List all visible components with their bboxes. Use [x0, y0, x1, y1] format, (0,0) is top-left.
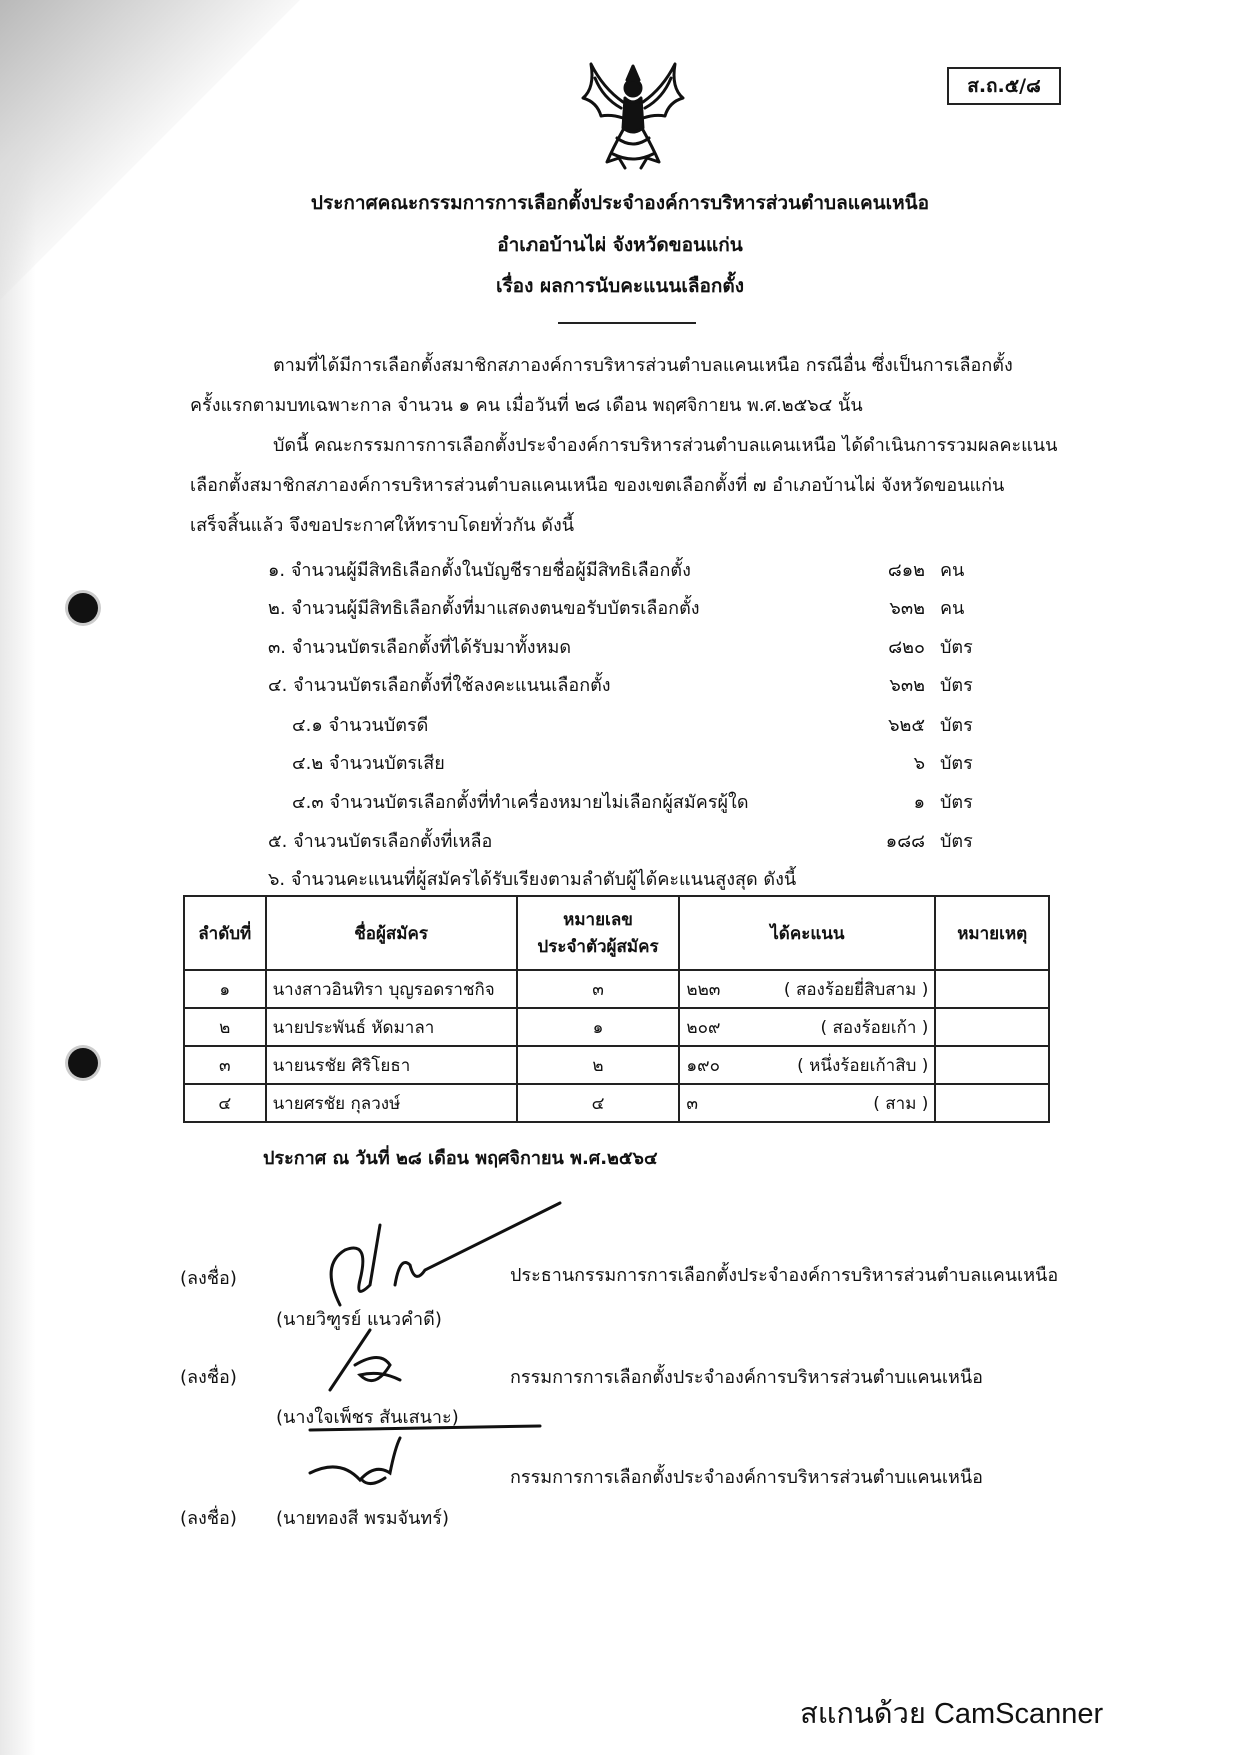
- signer-name: (นางใจเพ็ชร สันเสนาะ): [276, 1407, 459, 1428]
- cell-score: [679, 1084, 935, 1122]
- table-row: [184, 1084, 1049, 1122]
- score-words: ( หนึ่งร้อยเก้าสิบ ): [797, 1055, 929, 1076]
- stat-label: ๔. จำนวนบัตรเลือกตั้งที่ใช้ลงคะแนนเลือกตั้ง: [268, 675, 611, 696]
- sign-label: (ลงชื่อ): [180, 1508, 237, 1529]
- score-value: ๒๐๙: [686, 1017, 721, 1038]
- cell-rank: ๓: [184, 1046, 266, 1084]
- results-table: [183, 895, 1050, 1123]
- sign-label: (ลงชื่อ): [180, 1367, 237, 1388]
- sign-label: (ลงชื่อ): [180, 1268, 237, 1289]
- header-rank: ลำดับที่: [184, 896, 266, 970]
- document-number-box: ส.ถ.๕/๘: [947, 67, 1061, 105]
- stat-unit: บัตร: [940, 792, 973, 813]
- announcement-date: ประกาศ ณ วันที่ ๒๘ เดือน พฤศจิกายน พ.ศ.๒๕๖๔: [263, 1148, 658, 1169]
- body-paragraph-2-line-2: เลือกตั้งสมาชิกสภาองค์การบริหารส่วนตำบลแคนเหนือ ของเขตเลือกตั้งที่ ๗ อำเภอบ้านไผ่ จังหวัดขอนแก่น: [190, 475, 1005, 496]
- table-row: [184, 1046, 1049, 1084]
- header-district: อำเภอบ้านไผ่ จังหวัดขอนแก่น: [497, 234, 743, 256]
- stat-value: ๖๓๒: [889, 598, 925, 619]
- item-6-heading: ๖. จำนวนคะแนนที่ผู้สมัครได้รับเรียงตามลำดับผู้ได้คะแนนสูงสุด ดังนี้: [268, 869, 797, 890]
- score-value: ๑๙๐: [686, 1055, 720, 1076]
- garuda-emblem-icon: [572, 58, 694, 174]
- cell-number: ๔: [517, 1084, 680, 1122]
- body-paragraph-2-line-1: บัดนี้ คณะกรรมการการเลือกตั้งประจำองค์การบริหารส่วนตำบลแคนเหนือ ได้ดำเนินการรวมผลคะแนน: [273, 435, 1058, 456]
- cell-remark: [935, 1008, 1049, 1046]
- stat-value: ๑๘๘: [885, 831, 925, 852]
- stat-label: ๒. จำนวนผู้มีสิทธิเลือกตั้งที่มาแสดงตนขอรับบัตรเลือกตั้ง: [268, 598, 700, 619]
- cell-number: ๓: [517, 970, 680, 1008]
- score-words: ( สองร้อยยี่สิบสาม ): [783, 979, 929, 1000]
- table-header-row: [184, 896, 1049, 970]
- signature-scribble-icon: [320, 1320, 430, 1400]
- header-title: ประกาศคณะกรรมการการเลือกตั้งประจำองค์การบริหารส่วนตำบลแคนเหนือ: [310, 192, 930, 214]
- stat-unit: คน: [940, 598, 965, 619]
- stat-label: ๔.๓ จำนวนบัตรเลือกตั้งที่ทำเครื่องหมายไม่เลือกผู้สมัครผู้ใด: [292, 792, 749, 813]
- cell-number: ๒: [517, 1046, 680, 1084]
- header-number-line-1: หมายเลข: [563, 910, 633, 930]
- header-divider: [558, 322, 696, 324]
- stat-label: ๕. จำนวนบัตรเลือกตั้งที่เหลือ: [268, 831, 493, 852]
- header-subject: เรื่อง ผลการนับคะแนนเลือกตั้ง: [495, 275, 744, 297]
- cell-number: ๑: [517, 1008, 680, 1046]
- stat-unit: บัตร: [940, 715, 973, 736]
- stat-label: ๑. จำนวนผู้มีสิทธิเลือกตั้งในบัญชีรายชื่อผู้มีสิทธิเลือกตั้ง: [268, 560, 691, 581]
- body-paragraph-1-line-2: ครั้งแรกตามบทเฉพาะกาล จำนวน ๑ คน เมื่อวันที่ ๒๘ เดือน พฤศจิกายน พ.ศ.๒๕๖๔ นั้น: [190, 395, 863, 416]
- stat-unit: บัตร: [940, 831, 973, 852]
- cell-remark: [935, 1084, 1049, 1122]
- header-remark: หมายเหตุ: [935, 896, 1049, 970]
- scanner-watermark: สแกนด้วย CamScanner: [800, 1698, 1104, 1730]
- cell-rank: ๑: [184, 970, 266, 1008]
- table-row: [184, 970, 1049, 1008]
- header-number: [517, 896, 680, 970]
- cell-name: นายนรชัย ศิริโยธา: [266, 1046, 517, 1084]
- stat-label: ๔.๒ จำนวนบัตรเสีย: [292, 753, 445, 774]
- score-words: ( สาม ): [873, 1093, 929, 1114]
- cell-name: นายศรชัย กุลวงษ์: [266, 1084, 517, 1122]
- cell-score: [679, 970, 935, 1008]
- signer-position: ประธานกรรมการการเลือกตั้งประจำองค์การบริหารส่วนตำบลแคนเหนือ: [510, 1265, 1059, 1286]
- stat-unit: บัตร: [940, 637, 973, 658]
- score-value: ๓: [686, 1093, 698, 1114]
- signer-name: (นายทองสี พรมจันทร์): [276, 1508, 449, 1529]
- signer-name: (นายวิฑูรย์ แนวคำดี): [276, 1309, 442, 1330]
- table-row: [184, 1008, 1049, 1046]
- stat-label: ๔.๑ จำนวนบัตรดี: [292, 715, 429, 736]
- stat-value: ๑: [913, 792, 925, 813]
- stat-unit: บัตร: [940, 675, 973, 696]
- cell-rank: ๒: [184, 1008, 266, 1046]
- body-paragraph-2-line-3: เสร็จสิ้นแล้ว จึงขอประกาศให้ทราบโดยทั่วกัน ดังนี้: [190, 515, 575, 536]
- cell-remark: [935, 1046, 1049, 1084]
- cell-name: นายประพันธ์ หัดมาลา: [266, 1008, 517, 1046]
- stat-value: ๖: [913, 753, 925, 774]
- signer-position: กรรมการการเลือกตั้งประจำองค์การบริหารส่วนตำบแคนเหนือ: [510, 1367, 983, 1388]
- header-score: ได้คะแนน: [679, 896, 935, 970]
- cell-remark: [935, 970, 1049, 1008]
- stat-value: ๖๒๕: [888, 715, 925, 736]
- stat-value: ๖๓๒: [889, 675, 925, 696]
- cell-rank: ๔: [184, 1084, 266, 1122]
- punch-hole: [68, 1048, 98, 1078]
- signer-position: กรรมการการเลือกตั้งประจำองค์การบริหารส่วนตำบแคนเหนือ: [510, 1467, 983, 1488]
- score-words: ( สองร้อยเก้า ): [820, 1017, 929, 1038]
- stat-unit: บัตร: [940, 753, 973, 774]
- cell-name: นางสาวอินทิรา บุญรอดราชกิจ: [266, 970, 517, 1008]
- stat-label: ๓. จำนวนบัตรเลือกตั้งที่ได้รับมาทั้งหมด: [268, 637, 572, 658]
- stat-value: ๘๒๐: [888, 637, 925, 658]
- stat-value: ๘๑๒: [887, 560, 925, 581]
- body-paragraph-1-line-1: ตามที่ได้มีการเลือกตั้งสมาชิกสภาองค์การบริหารส่วนตำบลแคนเหนือ กรณีอื่น ซึ่งเป็นการเลือกตั้ง: [273, 355, 1013, 376]
- score-value: ๒๒๓: [686, 979, 721, 1000]
- header-name: ชื่อผู้สมัคร: [266, 896, 517, 970]
- header-number-line-2: ประจำตัวผู้สมัคร: [537, 937, 659, 957]
- cell-score: [679, 1008, 935, 1046]
- punch-hole: [68, 593, 98, 623]
- stat-unit: คน: [940, 560, 965, 581]
- cell-score: [679, 1046, 935, 1084]
